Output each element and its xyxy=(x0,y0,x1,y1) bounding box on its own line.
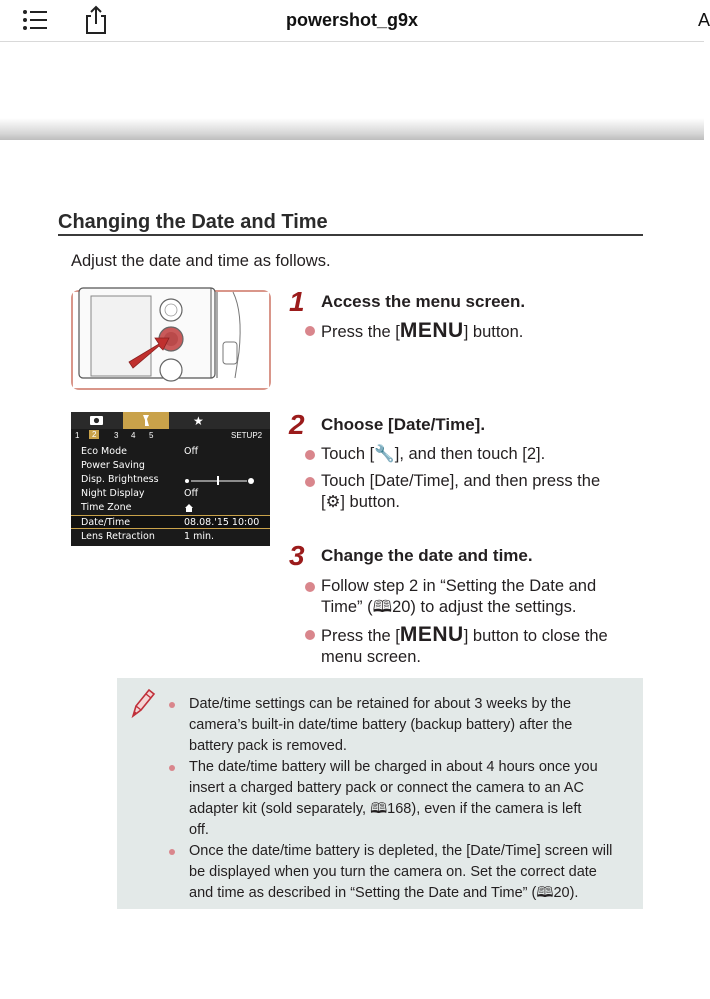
step-3-bullet-2: Press the [MENU] button to close the menu screen. xyxy=(305,624,645,668)
menu-subtab-3: 3 xyxy=(114,431,119,440)
myMenu-tab xyxy=(169,412,270,429)
note-item-2: The date/time battery will be charged in about 4 hours once you insert a charged battery pack or connect the camera to an AC adapter kit (sold separately, 🕮168), even if the camera is left off. xyxy=(169,757,639,841)
bullet-dot xyxy=(169,765,175,771)
setup-tab xyxy=(123,412,169,429)
note-item-1: Date/time settings can be retained for about 3 weeks by the camera’s built-in date/time battery (backup battery) after the battery pack is removed. xyxy=(169,694,639,757)
step-number: 1 xyxy=(289,286,305,317)
step-number: 3 xyxy=(289,540,305,571)
step-title: Choose [Date/Time]. xyxy=(321,415,486,434)
home-icon xyxy=(184,503,194,513)
svg-text:★: ★ xyxy=(193,414,204,428)
menu-subtab-1: 1 xyxy=(75,431,80,440)
menu-screen-illustration xyxy=(71,412,270,546)
menu-row-date-time: Date/Time 08.08.'15 10:00 xyxy=(71,515,270,529)
step-2-bullet-1: Touch [🔧], and then touch [2]. xyxy=(305,444,635,465)
bullet-dot xyxy=(305,477,315,487)
step-title: Access the menu screen. xyxy=(321,292,526,311)
pencil-icon xyxy=(127,686,157,720)
toolbar-right-text[interactable]: A xyxy=(697,10,710,30)
menu-row-night-display: Night Display Off xyxy=(81,488,199,499)
menu-row-disp-brightness: Disp. Brightness xyxy=(71,473,270,487)
menu-row-power-saving: Power Saving xyxy=(81,460,145,471)
menu-row-lens-retraction: Lens Retraction 1 min. xyxy=(81,531,214,542)
menu-row-eco-mode: Eco Mode Off xyxy=(81,446,199,457)
bullet-dot xyxy=(305,630,315,640)
step-3-bullet-1: Follow step 2 in “Setting the Date and Time” (🕮20) to adjust the settings. xyxy=(305,576,645,618)
bullet-dot xyxy=(305,326,315,336)
menu-tab-label: SETUP2 xyxy=(231,431,263,440)
menu-row-time-zone: Time Zone xyxy=(71,501,270,515)
menu-subtab-2: 2 xyxy=(89,430,99,439)
bullet-dot xyxy=(169,849,175,855)
camera-back-illustration xyxy=(71,290,271,390)
page-separator xyxy=(0,118,704,140)
top-toolbar xyxy=(0,0,710,42)
menu-tab-bar xyxy=(71,412,270,429)
note-box xyxy=(117,678,643,909)
menu-button-label: MENU xyxy=(399,623,464,646)
heading-rule xyxy=(58,234,643,236)
step-title: Change the date and time. xyxy=(321,546,533,565)
bullet-dot xyxy=(305,450,315,460)
bullet-dot xyxy=(169,702,175,708)
menu-button-label: MENU xyxy=(399,319,464,342)
brightness-slider-icon xyxy=(183,475,257,486)
bullet-dot xyxy=(305,582,315,592)
menu-subtab-4: 4 xyxy=(131,431,136,440)
document-title: powershot_g9x xyxy=(285,10,419,30)
step-number: 2 xyxy=(289,409,305,440)
shooting-tab xyxy=(71,412,123,429)
step-1-bullet-1: Press the [MENU] button. xyxy=(305,320,635,343)
menu-subtab-5: 5 xyxy=(149,431,154,440)
note-item-3: Once the date/time battery is depleted, the [Date/Time] screen will be displayed when you turn the camera on. Set the correct date and time as described in “Setting the Date and Time” (🕮20). xyxy=(169,841,639,904)
intro-text: Adjust the date and time as follows. xyxy=(71,252,331,270)
section-heading: Changing the Date and Time xyxy=(58,211,328,233)
menu-subtab-bar xyxy=(71,429,270,442)
step-2-bullet-2: Touch [Date/Time], and then press the [⚙] button. xyxy=(305,471,645,513)
